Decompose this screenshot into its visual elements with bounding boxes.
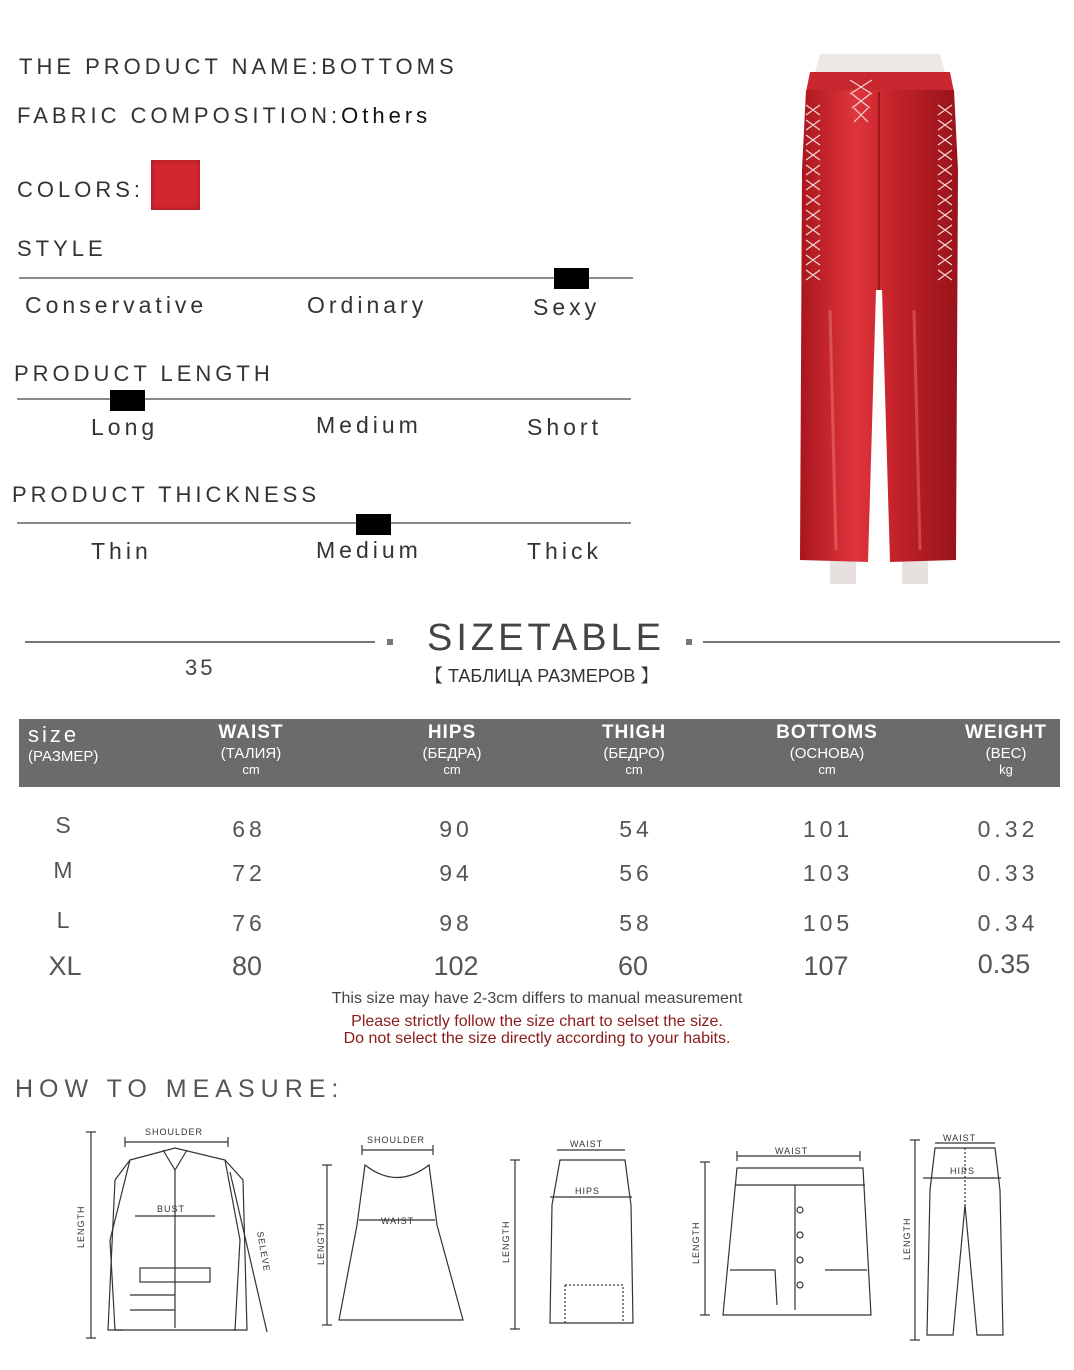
fabric-value: Others [341, 103, 432, 128]
pants-measure-illustration [895, 1130, 1015, 1345]
thickness-track [17, 522, 631, 524]
color-swatch-red[interactable] [151, 160, 200, 210]
header-waist [191, 719, 311, 787]
cell-waist: 72 [232, 860, 266, 886]
sizetable-title: SIZETABLE [427, 617, 666, 659]
size-warning-2: Do not select the size directly according to your habits. [343, 1030, 731, 1047]
header-hips [392, 719, 512, 787]
style-option-ordinary: Ordinary [307, 292, 428, 318]
label-length: LENGTH [902, 1217, 912, 1260]
shorts-measure-illustration [685, 1140, 880, 1325]
sizetable-rule-left [25, 641, 375, 643]
cell-bottoms: 105 [802, 910, 854, 936]
header-size-ru: (РАЗМЕР) [28, 748, 99, 765]
label-hips: HIPS [575, 1186, 601, 1196]
label-length: LENGTH [501, 1220, 511, 1263]
label-shoulder: SHOULDER [367, 1135, 426, 1145]
cell-waist: 76 [232, 910, 266, 936]
thickness-marker [356, 514, 391, 535]
cell-size: L [56, 907, 74, 933]
style-track [19, 277, 633, 279]
skirt-measure-illustration [495, 1135, 645, 1335]
cell-weight: 0.34 [977, 910, 1039, 936]
style-marker [554, 268, 589, 289]
sizetable-dot-left [387, 639, 393, 645]
cell-waist: 80 [231, 951, 263, 981]
product-photo-red-pants [790, 50, 970, 590]
fabric-line [17, 103, 431, 129]
thickness-title: PRODUCT THICKNESS [12, 482, 321, 507]
label-hips: HIPS [950, 1166, 976, 1176]
header-bottoms-unit: cm [818, 762, 836, 777]
product-name-label: THE PRODUCT NAME: [19, 54, 322, 79]
cell-size: XL [48, 951, 82, 981]
header-hips-ru: (БЕДРА) [422, 745, 482, 762]
cell-bottoms: 103 [802, 860, 854, 886]
label-length: LENGTH [76, 1205, 86, 1248]
cell-hips: 90 [439, 816, 473, 842]
label-selve: SELEVE [255, 1230, 273, 1273]
sizetable-dot-right [686, 639, 692, 645]
sizetable-subtitle: 【 ТАБЛИЦА РАЗМЕРОВ 】 [425, 666, 659, 686]
product-name-value: BOTTOMS [321, 54, 458, 79]
header-weight [946, 719, 1066, 787]
header-thigh-ru: (БЕДРО) [603, 745, 665, 762]
cell-hips: 94 [439, 860, 473, 886]
header-bottoms-ru: (ОСНОВА) [789, 745, 865, 762]
how-to-measure-title: HOW TO MEASURE: [15, 1075, 345, 1103]
header-waist-label: WAIST [218, 722, 284, 743]
label-waist: WAIST [775, 1146, 809, 1156]
header-bottoms [757, 719, 897, 787]
label-waist: WAIST [570, 1139, 604, 1149]
header-weight-ru: (ВЕС) [985, 745, 1027, 762]
label-waist: WAIST [381, 1216, 415, 1226]
label-length: LENGTH [316, 1222, 326, 1265]
jacket-measure-illustration [75, 1120, 285, 1345]
label-waist: WAIST [943, 1133, 977, 1143]
cell-hips: 102 [433, 951, 479, 981]
cell-size: S [55, 812, 75, 838]
cell-size: M [53, 857, 77, 883]
thickness-option-thick: Thick [527, 538, 602, 564]
cell-weight: 0.33 [977, 860, 1039, 886]
size-note: This size may have 2-3cm differs to manual measurement [331, 990, 743, 1007]
cell-thigh: 56 [619, 860, 653, 886]
fabric-label: FABRIC COMPOSITION: [17, 103, 342, 128]
cell-waist: 68 [232, 816, 266, 842]
cell-bottoms: 101 [802, 816, 854, 842]
header-size-label: size [28, 722, 80, 747]
label-length: LENGTH [691, 1221, 701, 1264]
length-marker [110, 390, 145, 411]
size-warning-1: Please strictly follow the size chart to selset the size. [351, 1013, 723, 1030]
length-option-medium: Medium [316, 412, 422, 438]
header-hips-unit: cm [443, 762, 461, 777]
header-thigh-unit: cm [625, 762, 643, 777]
thickness-option-medium: Medium [316, 537, 422, 563]
header-hips-label: HIPS [427, 722, 477, 743]
style-title: STYLE [17, 236, 107, 261]
colors-label: COLORS: [17, 177, 145, 202]
cell-bottoms: 107 [803, 951, 849, 981]
cell-thigh: 54 [619, 816, 653, 842]
header-size [19, 719, 114, 787]
length-option-long: Long [91, 414, 159, 440]
header-thigh [574, 719, 694, 787]
product-name-line [19, 54, 458, 80]
cell-thigh: 58 [619, 910, 653, 936]
cell-hips: 98 [439, 910, 473, 936]
header-waist-ru: (ТАЛИЯ) [220, 745, 282, 762]
thickness-option-thin: Thin [91, 538, 152, 564]
header-waist-unit: cm [242, 762, 260, 777]
cell-weight: 0.32 [977, 816, 1039, 842]
length-title: PRODUCT LENGTH [14, 361, 274, 386]
length-option-short: Short [527, 414, 602, 440]
style-option-conservative: Conservative [25, 292, 208, 318]
header-thigh-label: THIGH [601, 722, 667, 743]
cell-thigh: 60 [617, 951, 649, 981]
sizetable-rule-right [703, 641, 1060, 643]
header-bottoms-label: BOTTOMS [776, 722, 878, 743]
page-number: 35 [185, 655, 216, 680]
size-table-header [19, 719, 1060, 787]
style-option-sexy: Sexy [533, 294, 601, 320]
label-shoulder: SHOULDER [145, 1127, 204, 1137]
cell-weight: 0.35 [977, 949, 1031, 979]
header-weight-unit: kg [999, 762, 1013, 777]
label-bust: BUST [157, 1204, 186, 1214]
header-weight-label: WEIGHT [965, 722, 1047, 743]
dress-measure-illustration [315, 1130, 475, 1330]
